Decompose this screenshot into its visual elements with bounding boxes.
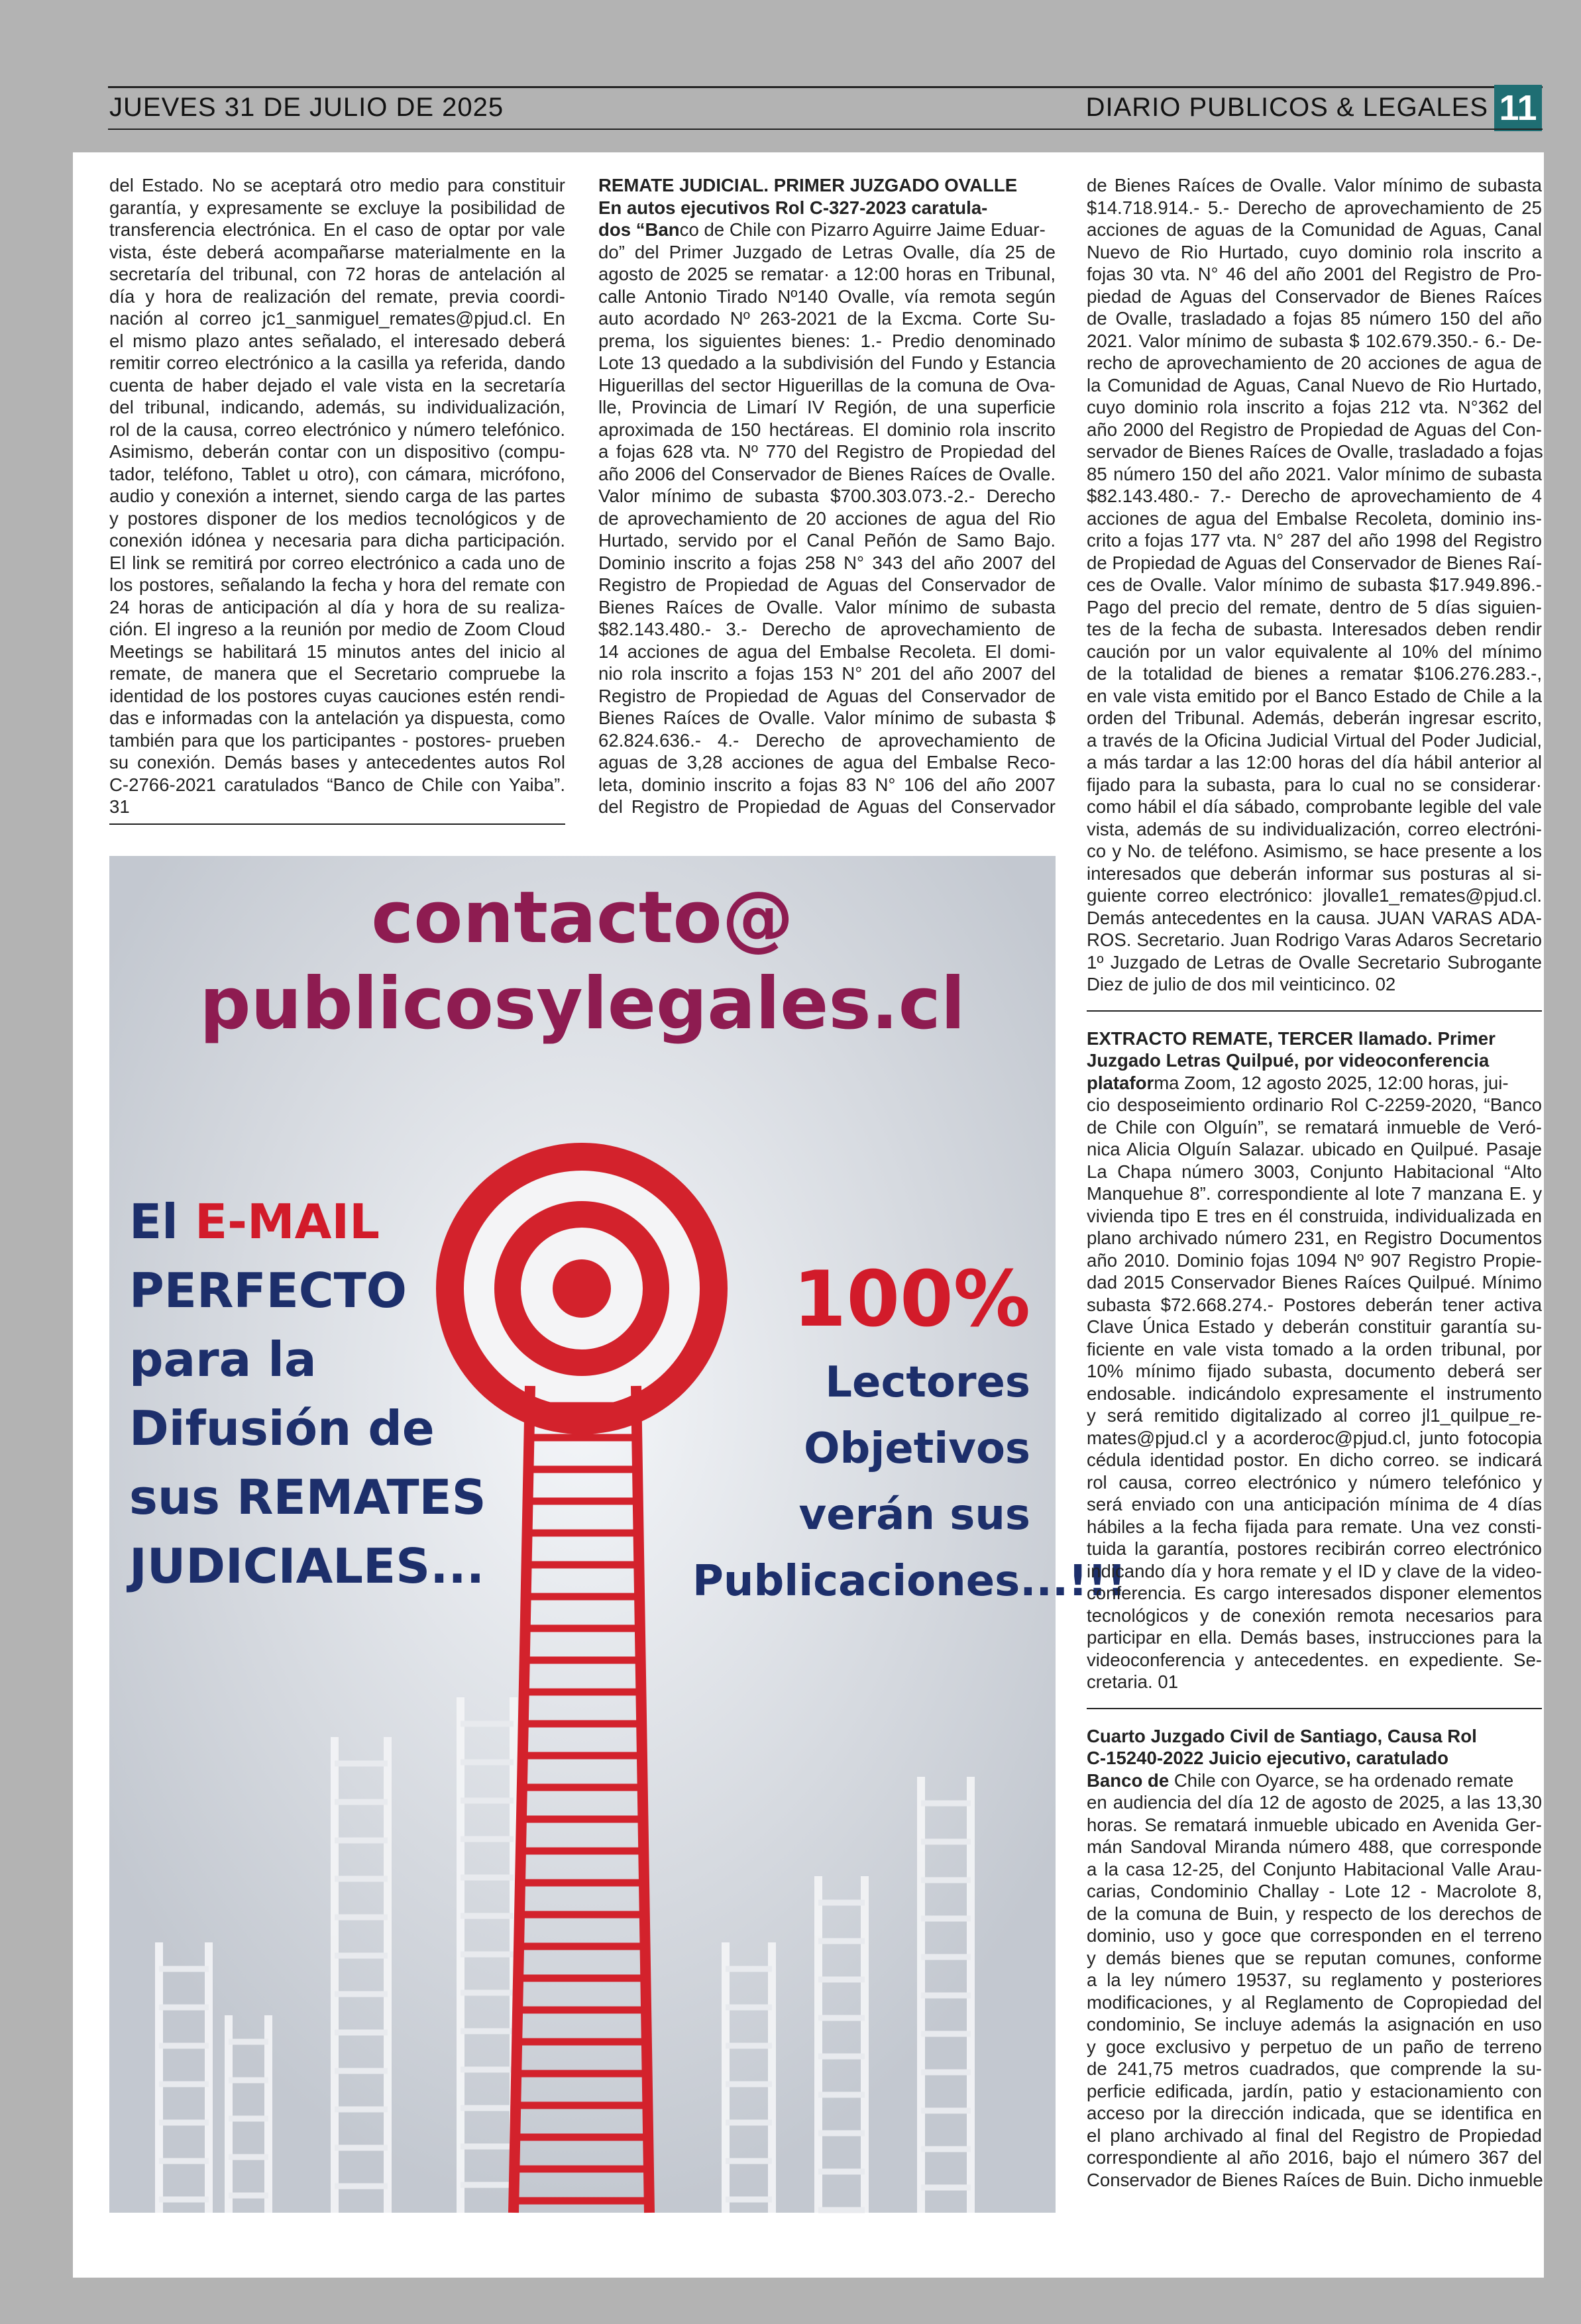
text-line: La Chapa número 3003, Conjunto Habitacional “Alto bbox=[1087, 1161, 1542, 1182]
text-line: $82.143.480.- 7.- Derecho de aprovechamiento de 4 bbox=[1087, 486, 1542, 506]
text-line: Diez de julio de dos mil veinticinco. 02 bbox=[1087, 974, 1396, 994]
text-line: recho de aprovechamiento de 20 acciones de agua de bbox=[1087, 352, 1542, 373]
text-line: los postores, señalando la fecha y hora del remate con bbox=[109, 574, 565, 595]
text-line: condominio, Se incluye además la asignación en uso bbox=[1087, 2014, 1542, 2034]
text-line: guiente correo electrónico: jlovalle1_remates@pjud.cl. bbox=[1087, 885, 1542, 906]
text-line: a fojas 628 vta. Nº 770 del Registro de Propiedad del bbox=[598, 441, 1056, 462]
text-line: en vale vista emitido por el Banco Estado de Chile a la bbox=[1087, 685, 1542, 706]
text-line: crito a fojas 177 vta. N° 287 del año 1998 del Registro bbox=[1087, 530, 1542, 551]
text-line: 14 acciones de agua del Embalse Recoleta. El domi- bbox=[598, 641, 1056, 662]
text-line: cuyo dominio rola inscrito a fojas 212 vta. N°362 del bbox=[1087, 397, 1542, 417]
text-line: conferencia. Es cargo interesados disponer elementos bbox=[1087, 1583, 1542, 1603]
text-line: orden del Tribunal. Además, deberán ingresar escrito, bbox=[1087, 708, 1542, 728]
text-line: de aprovechamiento de 20 acciones de agua del Rio bbox=[598, 507, 1056, 529]
issue-date: JUEVES 31 DE JULIO DE 2025 bbox=[109, 93, 504, 122]
text-line: Conservador de Bienes Raíces de Buin. Dicho inmueble bbox=[1087, 2169, 1543, 2190]
text-line: Meetings se habilitará 15 minutos antes del inicio al bbox=[109, 641, 565, 662]
text-line: ces de Ovalle. Valor mínimo de subasta $17.949.896.- bbox=[1087, 574, 1542, 595]
text-line: rol causa, correo electrónico y número telefónico y bbox=[1087, 1471, 1542, 1493]
notice-ovalle-heading-1: REMATE JUDICIAL. PRIMER JUZGADO OVALLE bbox=[598, 175, 1018, 195]
text-line: remate, de manera que el Secretario compruebe la bbox=[109, 663, 565, 684]
text-line: cédula identidad postor. En dicho correo. se indicará bbox=[1087, 1450, 1542, 1470]
text-line: piedad de Aguas del Conservador de Bienes Raíces bbox=[1087, 286, 1542, 307]
text-line: acciones de agua del Embalse Recoleta, dominio ins- bbox=[1087, 507, 1542, 529]
text-line: dad 2015 Conservador Bienes Raíces Quilpué. Mínimo bbox=[1087, 1272, 1542, 1293]
text-line: participar en ella. Demás bases, instrucciones para la bbox=[1087, 1627, 1542, 1648]
notice-santiago-heading-1: Cuarto Juzgado Civil de Santiago, Causa Rol bbox=[1087, 1725, 1477, 1746]
text-line: agosto de 2025 se rematar· a 12:00 horas en Tribunal, bbox=[598, 264, 1056, 284]
notice-santiago-heading-2: C-15240-2022 Juicio ejecutivo, caratulado bbox=[1087, 1748, 1448, 1768]
text-line: tuida la garantía, postores recibirán correo electrónico bbox=[1087, 1538, 1542, 1559]
text-line: ficiente en vale vista tomado a la orden tribunal, por bbox=[1087, 1338, 1542, 1359]
ad-left-line-4: Difusión de bbox=[129, 1400, 435, 1456]
text-line: videoconferencia y antecedentes. en expediente. Se- bbox=[1087, 1649, 1542, 1670]
text-line: tador, teléfono, Tablet u otro), con cámara, micrófono, bbox=[109, 463, 565, 484]
text-line: será enviado con una anticipación mínima de 4 días bbox=[1087, 1494, 1542, 1514]
text-line: su conexión. Demás bases y antecedentes autos Rol bbox=[109, 752, 565, 772]
ad-left-line-6: JUDICIALES... bbox=[129, 1538, 485, 1594]
text-line: ROS. Secretario. Juan Rodrigo Varas Adaros Secretario bbox=[1087, 929, 1542, 950]
text-line: la Comunidad de Aguas, Canal Nuevo de Rio Hurtado, bbox=[1087, 374, 1542, 396]
text-line: secretaría del tribunal, con 72 horas de antelación al bbox=[109, 264, 565, 284]
text-line: año 2006 del Conservador de Bienes Raíces de Ovalle. bbox=[598, 463, 1056, 484]
column-divider bbox=[109, 823, 565, 825]
text-line: subasta $72.668.274.- Postores deberán tener activa bbox=[1087, 1294, 1542, 1315]
text-line: fijado para la subasta, para lo cual no se considerar· bbox=[1087, 774, 1542, 795]
text-line: de Ovalle, trasladado a fojas 85 número 150 del año bbox=[1087, 308, 1542, 329]
text-line: y demás bienes que se reputan comunes, conforme bbox=[1087, 1947, 1542, 1968]
text-line: Dominio inscrito a fojas 258 N° 343 del año 2007 del bbox=[598, 552, 1056, 573]
text-line: de la totalidad de bienes a rematar $106.276.283.-, bbox=[1087, 663, 1542, 684]
text-line: prema, los siguientes bienes: 1.- Predio denominado bbox=[598, 330, 1056, 351]
text-line: Asimismo, deberán contar con un dispositivo (compu- bbox=[109, 441, 565, 462]
notice-quilpue-line-3: ma Zoom, 12 agosto 2025, 12:00 horas, jui- bbox=[1154, 1072, 1509, 1093]
text-line: y postores disponer de los medios tecnológicos y de bbox=[109, 507, 565, 529]
text-line: de Bienes Raíces de Ovalle. Valor mínimo de subasta bbox=[1087, 175, 1542, 195]
text-line: a través de la Oficina Judicial Virtual del Poder Judicial, bbox=[1087, 729, 1542, 751]
text-line: 1º Juzgado de Letras de Ovalle Secretario Subrogante bbox=[1087, 951, 1542, 973]
column-divider bbox=[1087, 1708, 1542, 1709]
page-sheet bbox=[73, 152, 1544, 2278]
text-line: 85 número 150 del año 2021. Valor mínimo de subasta bbox=[1087, 463, 1542, 484]
text-line: de la comuna de Buin, y respecto de los derechos de bbox=[1087, 1903, 1542, 1924]
ad-left-line-3: para la bbox=[129, 1332, 317, 1387]
text-line: lle, Provincia de Limarí IV Región, de una superficie bbox=[598, 397, 1056, 417]
text-line: tecnológicos y de conexión remota necesarios para bbox=[1087, 1605, 1542, 1626]
text-line: ción. El ingreso a la reunión por medio de Zoom Cloud bbox=[109, 619, 565, 639]
text-line: Nuevo de Rio Hurtado, cuyo dominio rola inscrito a bbox=[1087, 241, 1542, 262]
text-line: leta, dominio inscrito a fojas 83 N° 106 del año 2007 bbox=[598, 774, 1056, 795]
text-line: tes de la fecha de subasta. Interesados deben rendir bbox=[1087, 619, 1542, 639]
text-line: identidad de los postores cuyas cauciones estén rendi- bbox=[109, 685, 565, 706]
text-line: año 2010. Dominio fojas 1094 Nº 907 Registro Propie- bbox=[1087, 1249, 1542, 1271]
text-line: mán Sandoval Miranda número 488, que corresponde bbox=[1087, 1836, 1542, 1857]
text-line: Bienes Raíces de Ovalle. Valor mínimo de subasta bbox=[598, 596, 1056, 617]
text-line: dominio, uso y goce que corresponden en el terreno bbox=[1087, 1925, 1542, 1946]
text-line: Valor mínimo de subasta $700.303.073.-2.- Derecho bbox=[598, 486, 1056, 506]
text-line: co y No. de teléfono. Asimismo, se hace presente a los bbox=[1087, 841, 1542, 861]
text-line: nica Alicia Olguín Salazar. ubicado en Quilpué. Pasaje bbox=[1087, 1139, 1542, 1159]
notice-ovalle-heading-2: En autos ejecutivos Rol C-327-2023 caratula- bbox=[598, 197, 988, 218]
ad-right-line-1: Lectores bbox=[825, 1358, 1030, 1407]
text-line: Lote 13 quedado a la subdivisión del Fundo y Estancia bbox=[598, 352, 1056, 373]
text-line: cuenta de haber dejado el vale vista en la secretaría bbox=[109, 374, 565, 396]
text-line: Registro de Propiedad de Aguas del Conservador de bbox=[598, 685, 1056, 706]
text-line: el plano archivado al final del Registro de Propiedad bbox=[1087, 2125, 1542, 2146]
text-line: 10% mínimo fijado subasta, documento deberá ser bbox=[1087, 1361, 1542, 1381]
text-line: año 2000 del Registro de Propiedad de Aguas del Con- bbox=[1087, 419, 1542, 440]
text-line: aproximada de 150 hectáreas. El dominio rola inscrito bbox=[598, 419, 1056, 440]
page-number-badge: 11 bbox=[1494, 85, 1542, 131]
ad-email-line-1: contacto@ bbox=[371, 876, 794, 959]
text-line: y será remitido digitalizado al correo jl1_quilpue_re- bbox=[1087, 1405, 1542, 1426]
ad-slogan-left bbox=[129, 1187, 500, 1601]
text-line: $82.143.480.- 3.- Derecho de aprovechamiento de bbox=[598, 619, 1056, 639]
text-line: correspondiente al año 2016, bajo el número 367 del bbox=[1087, 2147, 1542, 2168]
text-line: el mismo plazo antes señalado, el interesado deberá bbox=[109, 330, 565, 351]
ad-email-line-2: publicosylegales.cl bbox=[199, 963, 965, 1045]
notice-continuation bbox=[109, 174, 565, 818]
text-line: 2021. Valor mínimo de subasta $ 102.679.350.- 6.- De- bbox=[1087, 330, 1542, 351]
text-line: como hábil el día sábado, comprobante legible del vale bbox=[1087, 796, 1542, 817]
notice-quilpue-heading-2: Juzgado Letras Quilpué, por videoconferencia bbox=[1087, 1050, 1490, 1071]
text-line: del tribunal, indicando, además, su individualización, bbox=[109, 397, 565, 417]
column-2 bbox=[598, 174, 1056, 818]
text-line: acceso por la dirección indicada, que se identifica en bbox=[1087, 2103, 1542, 2123]
text-line: a la ley número 19537, su reglamento y posteriores bbox=[1087, 1970, 1542, 1990]
text-line: mates@pjud.cl y a acorderoc@pjud.cl, junto fotocopia bbox=[1087, 1427, 1542, 1448]
text-line: conexión idónea y necesaria para dicha participación. bbox=[109, 530, 565, 551]
ad-left-line-1b: E-MAIL bbox=[194, 1194, 380, 1249]
text-line: do” del Primer Juzgado de Letras Ovalle, día 25 de bbox=[598, 241, 1056, 262]
text-line: rol de la causa, correo electrónico y número telefónico. bbox=[109, 419, 565, 440]
column-3 bbox=[1087, 174, 1542, 2191]
ad-left-line-2: PERFECTO bbox=[129, 1263, 407, 1318]
text-line: cio desposeimiento ordinario Rol C-2259-2020, “Banco bbox=[1087, 1094, 1542, 1115]
header-bottom-rule bbox=[108, 129, 1543, 130]
ad-left-line-1a: El bbox=[129, 1194, 195, 1249]
text-line: audio y conexión a internet, siendo carga de las partes bbox=[109, 486, 565, 506]
notice-ovalle-continued bbox=[1087, 174, 1542, 996]
text-line: endosable. indicándolo expresamente el instrumento bbox=[1087, 1383, 1542, 1404]
text-line: 31 bbox=[109, 796, 130, 817]
text-line: C-2766-2021 caratulados “Banco de Chile con Yaiba”. bbox=[109, 774, 565, 795]
text-line: vista, además de su individualización, correo electróni- bbox=[1087, 818, 1542, 839]
text-line: acciones de aguas de la Comunidad de Aguas, Canal bbox=[1087, 219, 1542, 240]
text-line: calle Antonio Tirado Nº140 Ovalle, vía remota según bbox=[598, 286, 1056, 307]
page-header bbox=[0, 0, 1581, 159]
text-line: El link se remitirá por correo electrónico a cada uno de bbox=[109, 552, 565, 573]
text-line: Pago del precio del remate, dentro de 5 días siguien- bbox=[1087, 596, 1542, 617]
notice-ovalle bbox=[598, 174, 1056, 818]
text-line: vivienda tipo E tres en él construida, individualizada en bbox=[1087, 1205, 1542, 1226]
notice-santiago-line-3: Chile con Oyarce, se ha ordenado remate bbox=[1169, 1769, 1514, 1791]
text-line: Registro de Propiedad de Aguas del Conservador de bbox=[598, 574, 1056, 595]
ad-right-line-2: Objetivos bbox=[804, 1424, 1030, 1473]
text-line: Bienes Raíces de Ovalle. Valor mínimo de subasta $ bbox=[598, 708, 1056, 728]
text-line: también para que los participantes - postores- prueben bbox=[109, 729, 565, 751]
ad-left-line-5: sus REMATES bbox=[129, 1469, 486, 1525]
text-line: interesados que deberán informar sus posturas al si- bbox=[1087, 863, 1542, 884]
text-line: del Estado. No se aceptará otro medio para constituir bbox=[109, 175, 565, 195]
text-line: das e informadas con la antelación ya dispuesta, como bbox=[109, 708, 565, 728]
text-line: indicando día y hora remate y el ID y clave de la video- bbox=[1087, 1560, 1542, 1581]
text-line: modificaciones, y al Reglamento de Copropiedad del bbox=[1087, 1991, 1542, 2013]
text-line: horas. Se rematará inmueble ubicado en Avenida Ger- bbox=[1087, 1814, 1542, 1835]
text-line: 62.824.636.- 4.- Derecho de aprovechamiento de bbox=[598, 729, 1056, 751]
text-line: del Registro de Propiedad de Aguas del Conservador bbox=[598, 796, 1056, 817]
text-line: hábiles a la fecha fijada para remate. Una vez consti- bbox=[1087, 1516, 1542, 1537]
text-line: nación al correo jc1_sanmiguel_remates@pjud.cl. En bbox=[109, 308, 565, 329]
text-line: $14.718.914.- 5.- Derecho de aprovechamiento de 25 bbox=[1087, 197, 1542, 218]
ad-slogan-right bbox=[692, 1250, 1126, 1614]
notice-quilpue-heading-3: platafor bbox=[1087, 1072, 1154, 1093]
text-line: garantía, y expresamente se excluye la posibilidad de bbox=[109, 197, 565, 218]
text-line: Hurtado, servido por el Canal Peñón de Samo Bajo. bbox=[598, 530, 1056, 551]
text-line: fojas 30 vta. N° 46 del año 2001 del Registro de Pro- bbox=[1087, 264, 1542, 284]
newspaper-name: DIARIO PUBLICOS & LEGALES bbox=[1085, 93, 1488, 122]
text-line: plano archivado número 231, en Registro Documentos bbox=[1087, 1228, 1542, 1248]
text-line: servador de Bienes Raíces de Ovalle, trasladado a fojas bbox=[1087, 441, 1543, 462]
text-line: carias, Condominio Challay - Lote 12 - Macrolote 8, bbox=[1087, 1881, 1542, 1901]
text-line: auto acordado Nº 263-2021 de la Excma. Corte Su- bbox=[598, 308, 1056, 329]
notice-quilpue-heading-1: EXTRACTO REMATE, TERCER llamado. Primer bbox=[1087, 1028, 1496, 1049]
text-line: 24 horas de anticipación al día y hora de su realiza- bbox=[109, 596, 565, 617]
text-line: y goce exclusivo y perpetuo de un paño de terreno bbox=[1087, 2036, 1542, 2057]
ad-right-line-3: verán sus bbox=[798, 1491, 1030, 1540]
notice-santiago bbox=[1087, 1725, 1542, 2192]
text-line: Manquehue 8”. correspondiente al lote 7 manzana E. y bbox=[1087, 1183, 1542, 1204]
text-line: Demás antecedentes en la causa. JUAN VARAS ADA- bbox=[1087, 907, 1542, 928]
text-line: día y hora de realización del remate, previa coordi- bbox=[109, 286, 565, 307]
text-line: remitir correo electrónico a la casilla ya referida, dando bbox=[109, 352, 565, 373]
notice-ovalle-line-3: co de Chile con Pizarro Aguirre Jaime Eduar- bbox=[679, 219, 1046, 240]
text-line: aguas de 3,28 acciones de agua del Embalse Reco- bbox=[598, 752, 1056, 772]
text-line: de Chile con Olguín”, se rematará inmueble de Veró- bbox=[1087, 1116, 1542, 1137]
notice-santiago-heading-3: Banco de bbox=[1087, 1769, 1170, 1791]
text-line: a la casa 12-25, del Conjunto Habitacional Valle Arau- bbox=[1087, 1858, 1542, 1879]
text-line: perficie edificada, jardín, patio y estacionamiento con bbox=[1087, 2080, 1542, 2101]
notice-ovalle-heading-3: dos “Ban bbox=[598, 219, 680, 240]
text-line: nio rola inscrito a fojas 153 N° 201 del año 2007 del bbox=[598, 663, 1056, 684]
ad-right-percent: 100% bbox=[792, 1255, 1030, 1344]
column-1 bbox=[109, 174, 565, 841]
ad-right-line-4: Publicaciones...!!! bbox=[692, 1557, 1126, 1606]
text-line: Clave Única Estado y deberán constituir garantía su- bbox=[1087, 1316, 1542, 1337]
text-line: de 241,75 metros cuadrados, que comprende la su- bbox=[1087, 2058, 1542, 2079]
column-divider bbox=[1087, 1010, 1542, 1012]
notice-quilpue bbox=[1087, 1028, 1542, 1693]
text-line: transferencia electrónica. En el caso de optar por vale bbox=[109, 219, 565, 240]
text-line: vista, éste deberá acompañarse materialmente en la bbox=[109, 241, 565, 262]
text-line: en audiencia del día 12 de agosto de 2025, a las 13,30 bbox=[1087, 1792, 1542, 1813]
text-line: de Propiedad de Aguas del Conservador de Bienes Raí- bbox=[1087, 552, 1543, 573]
header-top-rule bbox=[108, 86, 1543, 88]
text-line: cretaria. 01 bbox=[1087, 1671, 1179, 1692]
text-line: a más tardar a las 12:00 horas del día hábil anterior al bbox=[1087, 752, 1542, 772]
text-line: caución por un valor equivalente al 10% del mínimo bbox=[1087, 641, 1542, 662]
text-line: Higuerillas del sector Higuerillas de la comuna de Ova- bbox=[598, 374, 1056, 396]
